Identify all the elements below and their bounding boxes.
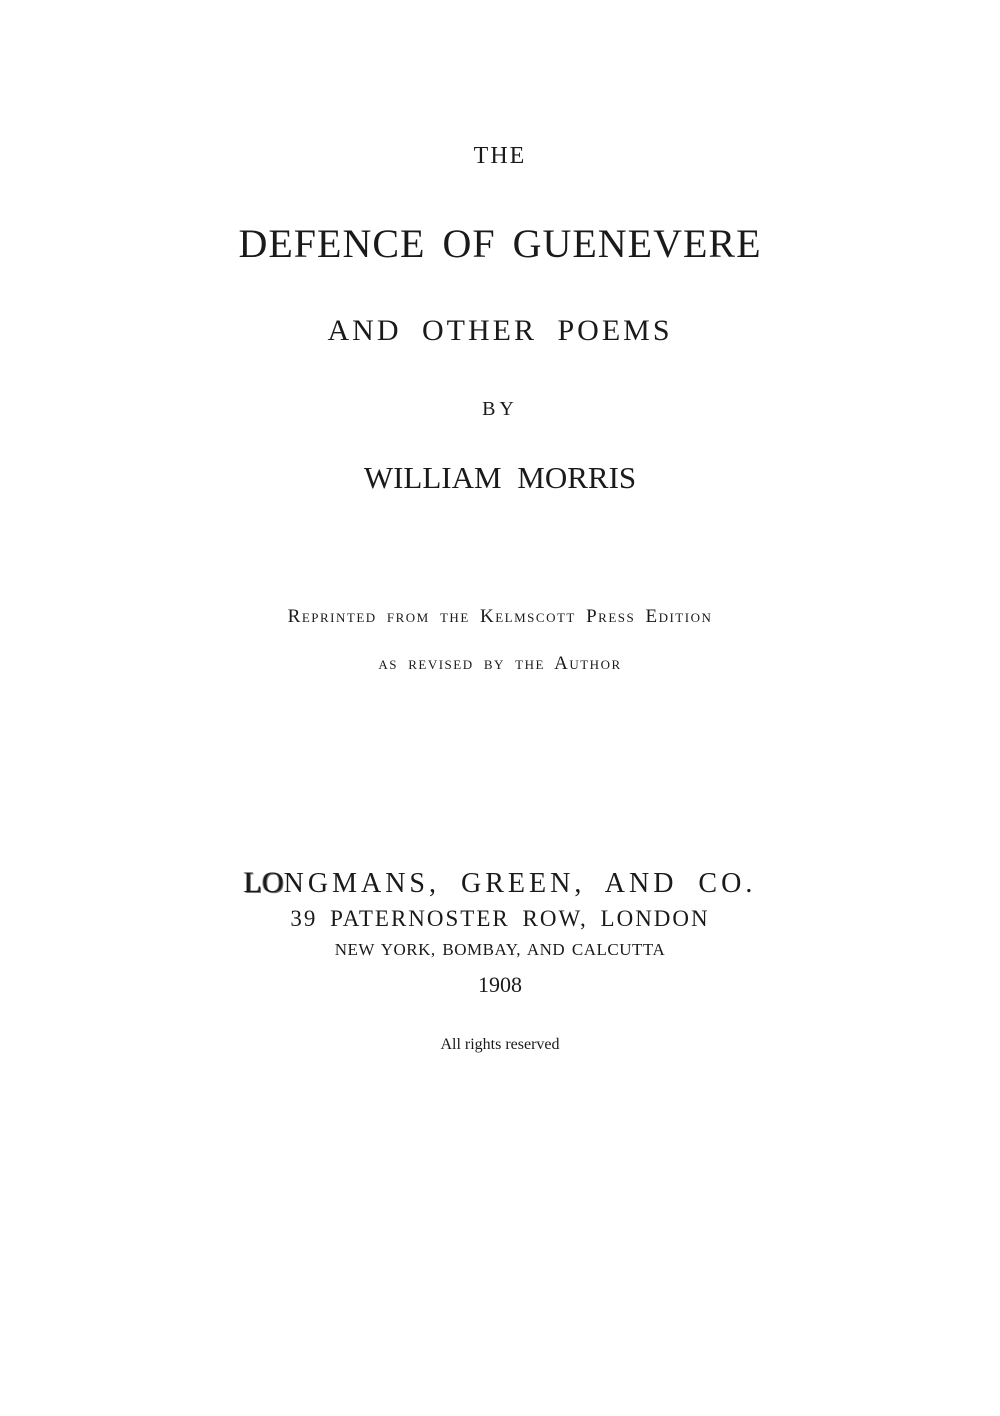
publication-year: 1908: [478, 972, 522, 997]
by-line: BY: [482, 398, 518, 420]
publisher-name: [0, 866, 1000, 900]
rights-notice: All rights reserved: [440, 1036, 560, 1053]
publisher-name-rest: NGMANS, GREEN, AND CO.: [283, 868, 757, 899]
reprint-note: Reprinted from the Kelmscott Press Edition: [287, 606, 713, 627]
publisher-address: 39 PATERNOSTER ROW, LONDON: [290, 906, 710, 931]
author-name: WILLIAM MORRIS: [363, 460, 637, 495]
book-subtitle: AND OTHER POEMS: [327, 314, 673, 347]
ornamental-initial: LO: [243, 866, 284, 899]
publisher-cities: NEW YORK, BOMBAY, AND CALCUTTA: [334, 940, 666, 959]
book-title: DEFENCE OF GUENEVERE: [238, 221, 762, 266]
title-article: THE: [473, 143, 527, 169]
revision-note: as revised by the Author: [378, 653, 622, 674]
